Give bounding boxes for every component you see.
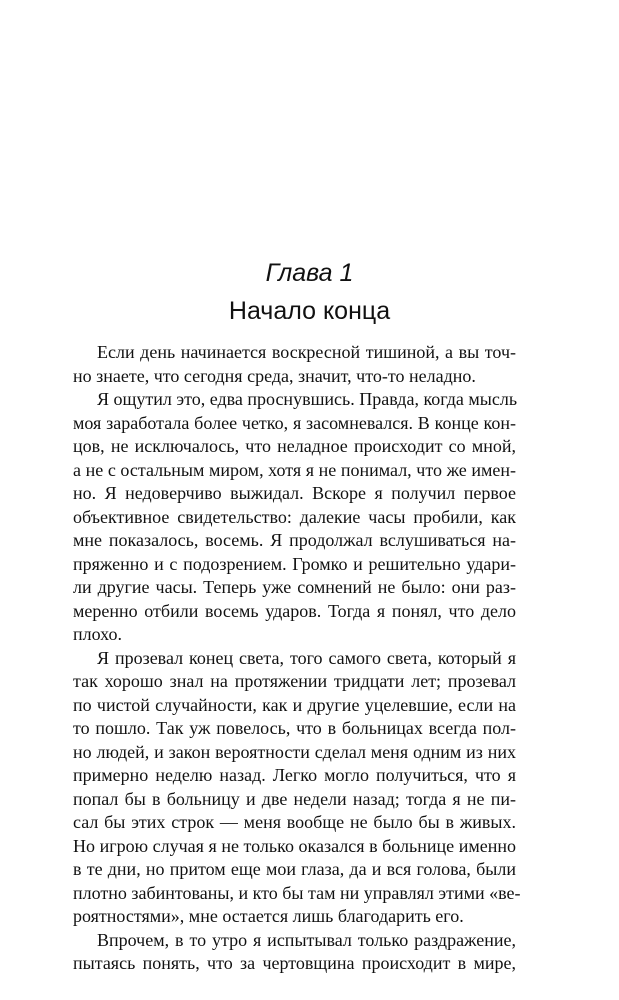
text-line: но знаете, что сегодня среда, значит, что-то неладно. [73,365,476,386]
paragraph-1 [73,341,516,388]
text-line: меренно отбили восемь ударов. Тогда я понял, что дело [73,600,516,621]
text-line: попал бы в больницу и две недели назад; тогда я не пи- [73,788,516,809]
text-line: то пошло. Так уж повелось, что в больницах всегда пол- [73,718,516,738]
text-line: плотно забинтованы, и кто бы там ни управлял этими «ве- [73,882,521,903]
text-line: моя заработала более четко, я засомневался. В конце кон- [73,412,516,433]
text-line: а не с остальным миром, хотя я не понимал, что же имен- [73,459,516,480]
text-line: в те дни, но притом еще мои глаза, да и вся голова, были [73,859,516,879]
text-line: Впрочем, в то утро я испытывал только раздражение, [97,929,516,950]
text-line: плохо. [73,624,122,644]
text-line: пытаясь понять, что за чертовщина происходит в мире, [73,953,516,973]
text-line: так хорошо знал на протяжении тридцати лет; прозевал [73,671,516,691]
text-line: Если день начинается воскресной тишиной, а вы точ- [97,342,516,362]
paragraph-3 [73,647,521,929]
chapter-title: Начало конца [228,297,391,325]
text-line: но людей, и закон вероятности сделал меня одним из них [73,741,516,762]
body-text [73,341,521,976]
text-line: по чистой случайности, как и другие уцелевшие, если на [73,694,516,715]
text-line: роятностями», мне остается лишь благодарить его. [73,906,464,926]
text-line: Я ощутил это, едва проснувшись. Правда, когда мысль [97,389,518,409]
paragraph-2 [73,388,516,647]
text-line: пряженно и с подозрением. Громко и решительно удари- [73,553,516,574]
text-line: Я прозевал конец света, того самого света, который я [97,647,516,668]
chapter-number: Глава 1 [265,259,354,287]
text-line: сал бы этих строк — меня вообще не было бы в живых. [73,812,516,832]
text-line: ли другие часы. Теперь уже сомнений не было: они раз- [73,577,516,597]
text-line: примерно неделю назад. Легко могло получиться, что я [73,765,516,785]
text-line: Но игрою случая я не только оказался в больнице именно [73,835,516,856]
text-line: объективное свидетельство: далекие часы пробили, как [73,506,516,527]
text-line: мне показалось, восемь. Я продолжал вслушиваться на- [73,530,516,550]
paragraph-4 [73,929,516,976]
text-line: цов, не исключалось, что неладное происходит со мной, [73,436,516,456]
text-line: но. Я недоверчиво выжидал. Вскоре я получил первое [73,483,516,503]
